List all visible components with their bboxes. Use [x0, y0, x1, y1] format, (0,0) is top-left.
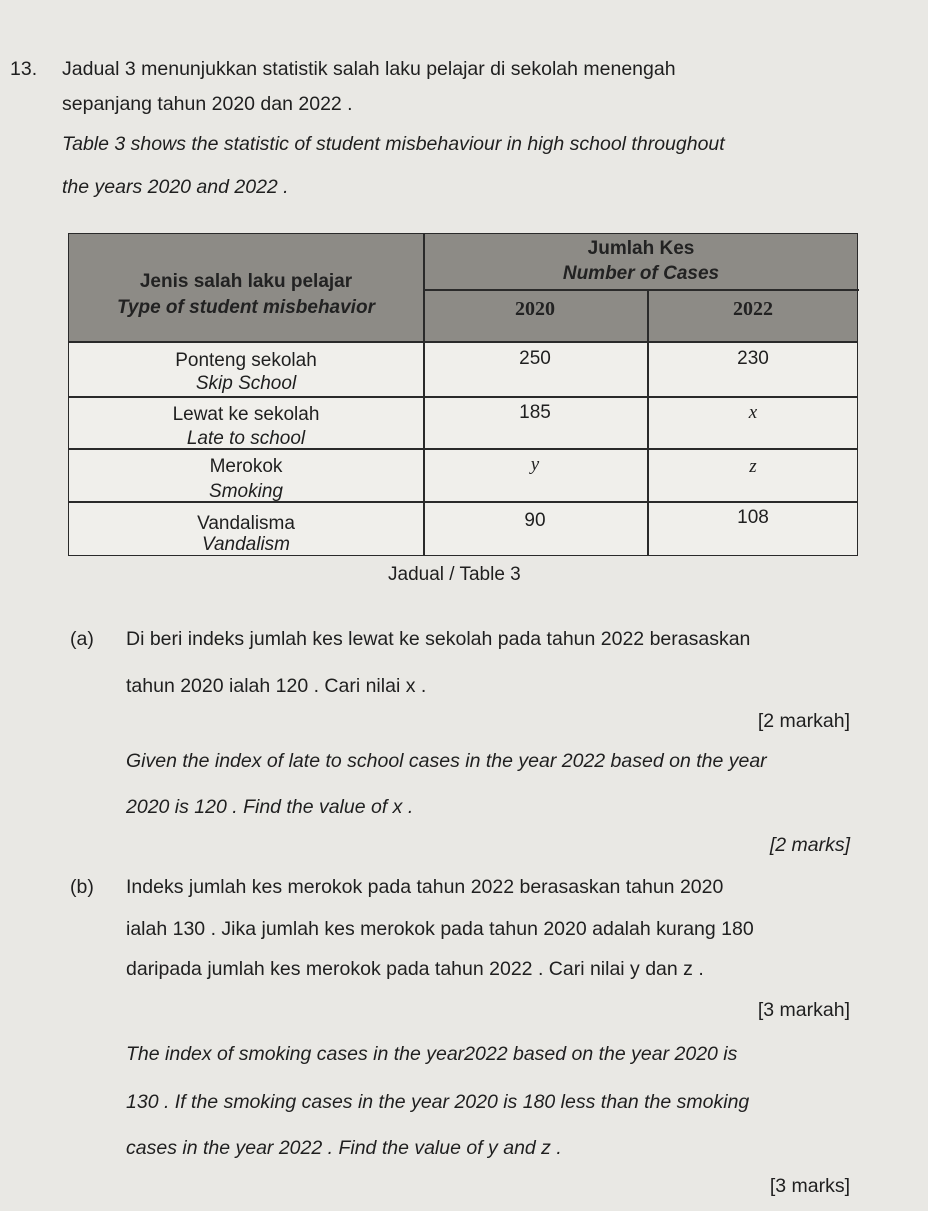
- row-skip-type-ms: Ponteng sekolah: [175, 350, 317, 371]
- part-b-marks-en: [3 marks]: [769, 1175, 850, 1197]
- table-caption: Jadual / Table 3: [388, 564, 521, 585]
- intro-ms-line-1: Jadual 3 menunjukkan statistik salah laku pelajar di sekolah menengah: [62, 58, 676, 80]
- part-b-ms-line-1: Indeks jumlah kes merokok pada tahun 2022 berasaskan tahun 2020: [126, 876, 724, 898]
- row-smoking-2020: y: [530, 454, 540, 475]
- row-vandalism-type-en: Vandalism: [201, 534, 290, 555]
- statistics-table: [68, 233, 858, 556]
- part-a-en-line-2: 2020 is 120 . Find the value of x .: [126, 796, 414, 818]
- part-a-en-line-1: Given the index of late to school cases in the year 2022 based on the year: [126, 750, 767, 772]
- row-late-type-ms: Lewat ke sekolah: [172, 404, 320, 425]
- part-b-ms-line-3: daripada jumlah kes merokok pada tahun 2022 . Cari nilai y dan z .: [126, 958, 704, 980]
- header-year-2020: 2020: [515, 298, 555, 320]
- part-a-marks-ms: [2 markah]: [757, 710, 850, 732]
- row-vandalism-type-ms: Vandalisma: [197, 513, 295, 534]
- row-skip-2020: 250: [519, 348, 551, 369]
- part-a-marks-en: [2 marks]: [769, 834, 850, 856]
- row-smoking-type-en: Smoking: [209, 481, 283, 502]
- header-year-2022: 2022: [733, 298, 773, 320]
- row-late-type-en: Late to school: [186, 428, 306, 449]
- header-type-en: Type of student misbehavior: [117, 297, 375, 318]
- row-skip-2022: 230: [737, 348, 769, 369]
- intro-en-line-1: Table 3 shows the statistic of student misbehaviour in high school throughout: [62, 133, 725, 155]
- part-a-ms-line-1: Di beri indeks jumlah kes lewat ke sekolah pada tahun 2022 berasaskan: [126, 628, 751, 650]
- intro-en-line-2: the years 2020 and 2022 .: [62, 176, 289, 198]
- part-b-label: (b): [70, 876, 94, 898]
- question-number: 13.: [10, 58, 38, 80]
- header-cases-ms: Jumlah Kes: [587, 238, 695, 259]
- part-a-ms-line-2: tahun 2020 ialah 120 . Cari nilai x .: [126, 675, 427, 697]
- row-late-2020: 185: [519, 402, 551, 423]
- part-b-en-line-2: 130 . If the smoking cases in the year 2020 is 180 less than the smoking: [126, 1091, 750, 1113]
- part-b-marks-ms: [3 markah]: [757, 999, 850, 1021]
- header-cases-en: Number of Cases: [562, 263, 720, 284]
- part-b-en-line-3: cases in the year 2022 . Find the value of y and z .: [126, 1137, 562, 1159]
- row-vandalism-2020: 90: [524, 510, 546, 531]
- intro-ms-line-2: sepanjang tahun 2020 dan 2022 .: [62, 93, 353, 115]
- row-vandalism-2022: 108: [737, 507, 769, 528]
- header-type-ms: Jenis salah laku pelajar: [139, 271, 353, 292]
- part-a-label: (a): [70, 628, 94, 650]
- row-smoking-2022: z: [749, 456, 757, 477]
- part-b-en-line-1: The index of smoking cases in the year2022 based on the year 2020 is: [126, 1043, 738, 1065]
- row-smoking-type-ms: Merokok: [209, 456, 283, 477]
- row-skip-type-en: Skip School: [195, 373, 297, 394]
- row-late-2022: x: [748, 402, 758, 423]
- part-b-ms-line-2: ialah 130 . Jika jumlah kes merokok pada tahun 2020 adalah kurang 180: [126, 918, 754, 940]
